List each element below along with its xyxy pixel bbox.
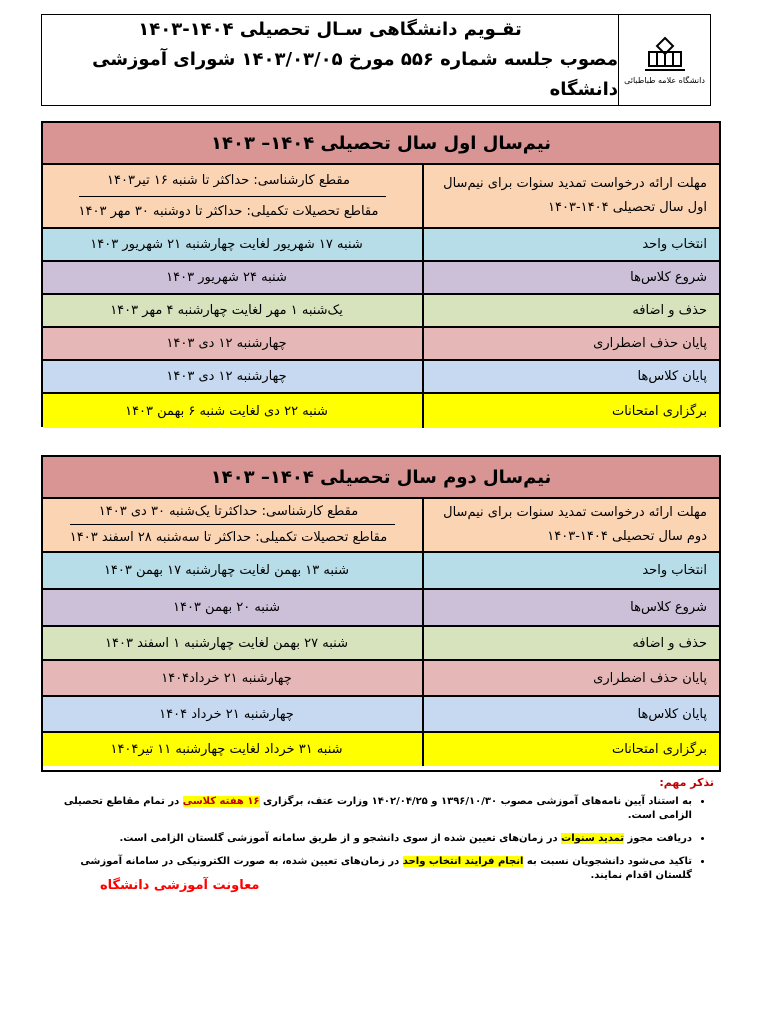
semester2-deadline-graduate: مقاطع تحصیلات تکمیلی: حداکثر تا سه‌شنبه ۲۸ اسفند ۱۴۰۳: [70, 524, 395, 550]
row-label: برگزاری امتحانات: [422, 733, 719, 766]
note-text: تاکید می‌شود دانشجویان نسبت به: [526, 856, 692, 867]
row-label: پایان حذف اضطراری: [422, 661, 719, 695]
row-value: شنبه ۳۱ خرداد لغایت چهارشنبه ۱۱ تیر۱۴۰۴: [110, 742, 343, 757]
semester1-deadline-label: مهلت ارائه درخواست تمدید سنوات برای نیم‌سال اول سال تحصیلی ۱۴۰۴-۱۴۰۳: [422, 165, 719, 227]
row-label: انتخاب واحد: [422, 229, 719, 260]
row-label: انتخاب واحد: [422, 553, 719, 588]
semester1-row-classes-end: [43, 359, 719, 392]
row-label: پایان کلاس‌ها: [422, 697, 719, 731]
note-text: در زمان‌های تعیین شده، به صورت الکترونیکی در سامانه آموزشی گلستان اقدام نمایند.: [80, 856, 692, 881]
note-highlight: ۱۶ هفته کلاسی: [182, 796, 260, 807]
semester1-row-add-drop: [43, 293, 719, 326]
semester1-row-exams: [43, 392, 719, 428]
semester2-grid: [43, 499, 719, 766]
important-notes: [54, 776, 714, 892]
note-text: دریافت مجوز: [627, 833, 692, 844]
note-highlight: تمدید سنوات: [561, 833, 625, 844]
semester2-row-add-drop: [43, 625, 719, 659]
row-label: برگزاری امتحانات: [422, 394, 719, 428]
row-label: حذف و اضافه: [422, 627, 719, 659]
note-item: [54, 795, 692, 823]
university-logo: [618, 15, 710, 105]
logo-caption: دانشگاه علامه طباطبائی: [624, 75, 705, 85]
semester2-row-emergency-drop: [43, 659, 719, 695]
notes-list: [54, 795, 714, 883]
row-value: چهارشنبه ۲۱ خرداد۱۴۰۴: [161, 670, 292, 686]
semester2-table: [41, 455, 721, 772]
semester2-deadline-label: مهلت ارائه درخواست تمدید سنوات برای نیم‌سال دوم سال تحصیلی ۱۴۰۴-۱۴۰۳: [422, 499, 719, 551]
semester2-row-exams: [43, 731, 719, 766]
semester2-row-registration: [43, 551, 719, 588]
semester1-deadline-row: [43, 165, 719, 227]
semester1-deadline-graduate: مقاطع تحصیلات تکمیلی: حداکثر تا دوشنبه ۳۰ مهر ۱۴۰۳: [79, 196, 387, 228]
note-text: به استناد آیین نامه‌های آموزشی مصوب ۱۳۹۶/۱۰/۳۰ و ۱۴۰۲/۰۴/۲۵ وزارت عتف، برگزاری: [263, 796, 692, 807]
note-highlight: انجام فرایند انتخاب واحد: [402, 856, 524, 867]
semester2-row-classes-end: [43, 695, 719, 731]
header-titles: [42, 15, 618, 105]
semester1-table: [41, 121, 721, 427]
row-value: چهارشنبه ۱۲ دی ۱۴۰۳: [166, 336, 287, 351]
row-label: حذف و اضافه: [422, 295, 719, 326]
note-text: در زمان‌های تعیین شده از سوی دانشجو و از طریق سامانه آموزشی گلستان الزامی است.: [119, 833, 558, 844]
semester1-grid: [43, 165, 719, 428]
row-label: پایان حذف اضطراری: [422, 328, 719, 359]
row-value: یک‌شنبه ۱ مهر لغایت چهارشنبه ۴ مهر ۱۴۰۳: [110, 303, 343, 318]
semester2-deadline-row: [43, 499, 719, 551]
semester1-row-registration: [43, 227, 719, 260]
semester1-deadline-values: [43, 165, 422, 227]
header-box: [41, 14, 711, 106]
row-value: چهارشنبه ۲۱ خرداد ۱۴۰۴: [159, 706, 294, 722]
row-value: شنبه ۲۴ شهریور ۱۴۰۳: [166, 270, 287, 285]
semester2-deadline-values: [43, 499, 422, 551]
semester2-deadline-bachelor: مقطع کارشناسی: حداکثرتا یک‌شنبه ۳۰ دی ۱۴۰۳: [98, 504, 359, 519]
semester1-title: نیم‌سال اول سال تحصیلی ۱۴۰۴– ۱۴۰۳: [43, 123, 719, 165]
semester1-row-classes-start: [43, 260, 719, 293]
signature: معاونت آموزشی دانشگاه: [100, 878, 260, 893]
semester1-deadline-bachelor: مقطع کارشناسی: حداکثر تا شنبه ۱۶ تیر۱۴۰۳: [107, 172, 350, 188]
row-value: شنبه ۲۰ بهمن ۱۴۰۳: [172, 600, 281, 615]
semester1-row-emergency-drop: [43, 326, 719, 359]
row-label: پایان کلاس‌ها: [422, 361, 719, 392]
row-value: شنبه ۱۳ بهمن لغایت چهارشنبه ۱۷ بهمن ۱۴۰۳: [103, 563, 350, 578]
semester2-row-classes-start: [43, 588, 719, 625]
note-item: [54, 832, 692, 846]
row-value: چهارشنبه ۱۲ دی ۱۴۰۳: [166, 369, 287, 384]
semester2-title: نیم‌سال دوم سال تحصیلی ۱۴۰۴– ۱۴۰۳: [43, 457, 719, 499]
calendar-title: تقـویم دانشگاهی سـال تحصیلی ۱۴۰۴-۱۴۰۳: [138, 19, 522, 40]
note-text: در تمام مقاطع تحصیلی الزامی است.: [63, 796, 692, 821]
row-label: شروع کلاس‌ها: [422, 262, 719, 293]
logo-emblem-icon: [643, 36, 687, 74]
notes-title: تذکر مهم:: [659, 776, 714, 789]
row-label: شروع کلاس‌ها: [422, 590, 719, 625]
row-value: شنبه ۲۷ بهمن لغایت چهارشنبه ۱ اسفند ۱۴۰۳: [105, 635, 348, 651]
approval-line: مصوب جلسه شماره ۵۵۶ مورخ ۱۴۰۳/۰۳/۰۵ شورای آموزشی دانشگاه: [92, 49, 618, 100]
row-value: شنبه ۱۷ شهریور لغایت چهارشنبه ۲۱ شهریور ۱۴۰۳: [90, 237, 363, 252]
row-value: شنبه ۲۲ دی لغایت شنبه ۶ بهمن ۱۴۰۳: [125, 403, 328, 419]
